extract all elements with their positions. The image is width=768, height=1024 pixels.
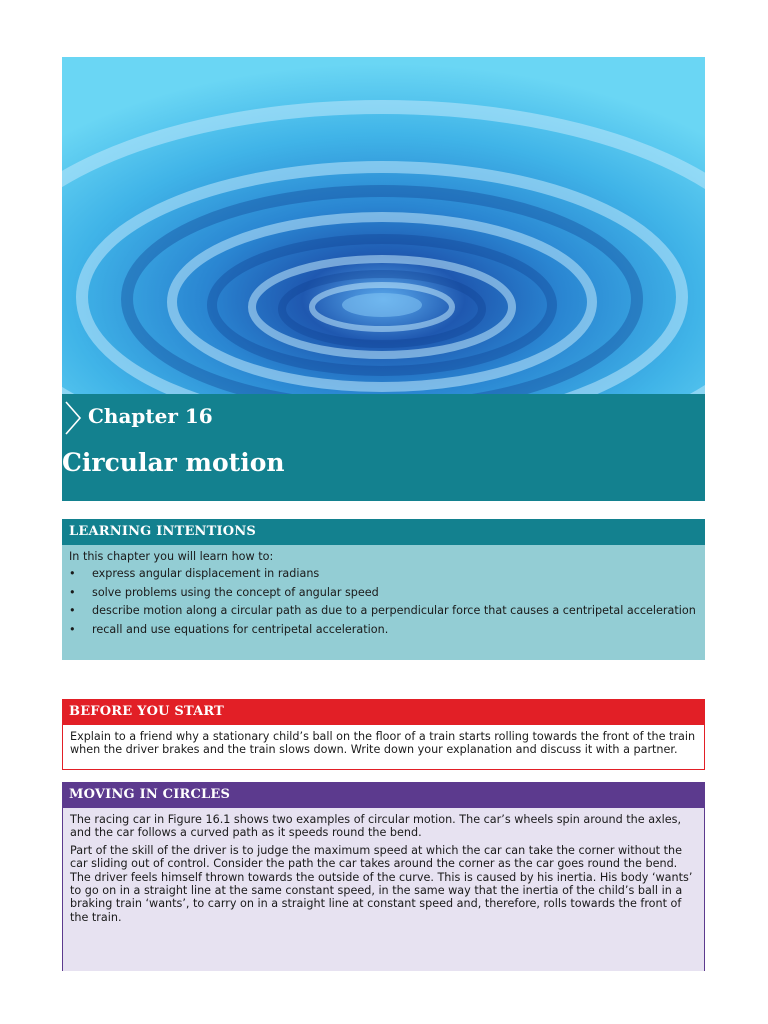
list-item bbox=[69, 623, 698, 636]
bullet: • bbox=[69, 585, 76, 599]
learning-intentions-box bbox=[62, 519, 705, 660]
list-item-text: express angular displacement in radians bbox=[92, 567, 320, 581]
bullet: • bbox=[69, 604, 76, 618]
before-you-start-heading: BEFORE YOU START bbox=[62, 699, 705, 725]
bullet: • bbox=[69, 622, 76, 636]
bullet: • bbox=[69, 567, 76, 581]
chevron-right-icon bbox=[62, 400, 84, 436]
list-item bbox=[69, 604, 698, 617]
chapter-title: Circular motion bbox=[62, 448, 285, 477]
list-item bbox=[69, 567, 698, 580]
learning-intentions-heading: LEARNING INTENTIONS bbox=[62, 519, 705, 545]
learning-intentions-intro: In this chapter you will learn how to: bbox=[69, 550, 274, 563]
moving-in-circles-heading: MOVING IN CIRCLES bbox=[62, 782, 705, 808]
list-item-text: solve problems using the concept of angular speed bbox=[92, 585, 379, 599]
chapter-header bbox=[62, 394, 705, 501]
chapter-number: Chapter 16 bbox=[88, 404, 213, 428]
water-ripple-image bbox=[62, 57, 705, 394]
paragraph: The racing car in Figure 16.1 shows two examples of circular motion. The car’s wheels spin around the axles, and the car follows a curved path as it speeds round the bend. bbox=[70, 813, 682, 840]
paragraph: Part of the skill of the driver is to judge the maximum speed at which the car can take the corner without the car sliding out of control. Consider the path the car takes around the corner as the car goes round the bend. The driver feels himself thrown towards the outside of the curve. This is caused by his inertia. His body ‘wants’ to go on in a straight line at the same constant speed, in the same way that the inertia of the child’s ball in a braking train ‘wants’, to carry on in a straight line at constant speed and, therefore, rolls towards the front of the train. bbox=[70, 843, 693, 924]
moving-in-circles-box bbox=[62, 782, 705, 971]
list-item-text: describe motion along a circular path as due to a perpendicular force that causes a centripetal acceleration bbox=[92, 604, 696, 618]
list-item-text: recall and use equations for centripetal acceleration. bbox=[92, 622, 389, 636]
list-item bbox=[69, 586, 698, 599]
learning-intentions-list bbox=[69, 567, 698, 636]
before-you-start-text: Explain to a friend why a stationary child’s ball on the floor of a train starts rolling towards the front of the train when the driver brakes and the train slows down. Write down your explanation and discuss it with a partner. bbox=[70, 730, 696, 757]
before-you-start-box bbox=[62, 699, 705, 770]
